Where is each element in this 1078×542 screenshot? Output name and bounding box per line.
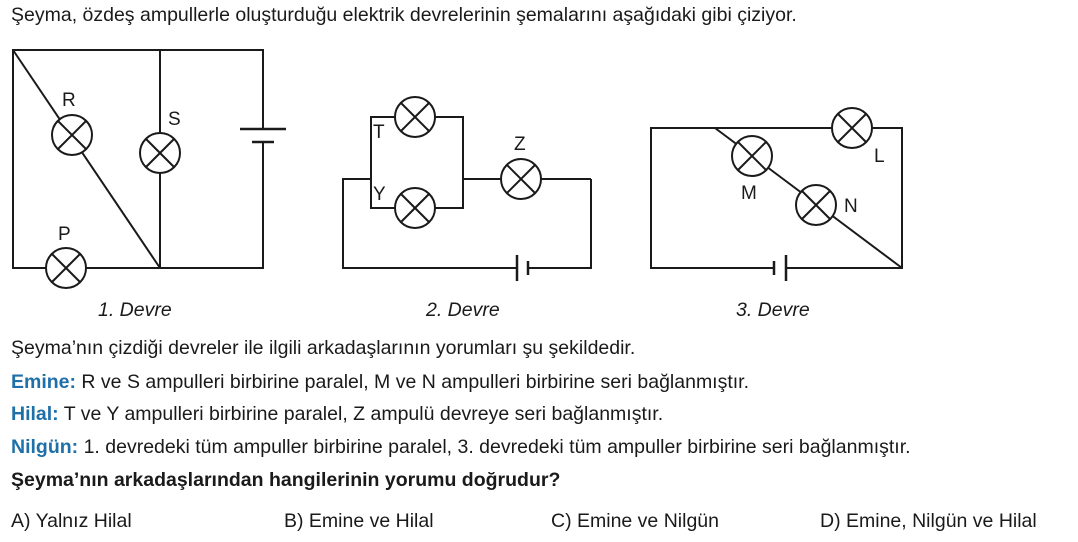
caption-circuit-1: 1. Devre — [98, 299, 172, 321]
label-z: Z — [514, 134, 526, 155]
speaker-name: Hilal: — [11, 403, 59, 425]
label-r: R — [62, 90, 76, 111]
bulb-p-icon — [46, 248, 86, 288]
bulb-s-icon — [140, 133, 180, 173]
comments-intro: Şeyma’nın çizdiği devreler ile ilgili arkadaşlarının yorumları şu şekildedir. — [11, 337, 636, 359]
label-m: M — [741, 183, 757, 204]
speaker-name: Nilgün: — [11, 436, 79, 458]
label-y: Y — [373, 184, 386, 205]
question-text: Şeyma’nın arkadaşlarından hangilerinin yorumu doğrudur? — [11, 469, 561, 491]
caption-circuit-2: 2. Devre — [426, 299, 500, 321]
speaker-name: Emine: — [11, 371, 77, 393]
label-t: T — [373, 122, 385, 143]
bulb-l-icon — [832, 108, 872, 148]
bulb-r-icon — [52, 115, 92, 155]
comment-hilal — [11, 403, 663, 426]
bulb-t-icon — [395, 97, 435, 137]
intro-text: Şeyma, özdeş ampullerle oluşturduğu elektrik devrelerinin şemalarını aşağıdaki gibi çiziyor. — [11, 4, 797, 26]
label-s: S — [168, 109, 181, 130]
bulb-m-icon — [732, 136, 772, 176]
label-l: L — [874, 146, 885, 167]
option-c[interactable]: C) Emine ve Nilgün — [551, 510, 719, 532]
option-b[interactable]: B) Emine ve Hilal — [284, 510, 434, 532]
option-a[interactable]: A) Yalnız Hilal — [11, 510, 132, 532]
bulb-y-icon — [395, 188, 435, 228]
comment-nilgun — [11, 436, 911, 459]
label-n: N — [844, 196, 858, 217]
comment-text: R ve S ampulleri birbirine paralel, M ve N ampulleri birbirine seri bağlanmıştır. — [76, 371, 750, 393]
label-p: P — [58, 224, 71, 245]
comment-text: T ve Y ampulleri birbirine paralel, Z ampulü devreye seri bağlanmıştır. — [58, 403, 664, 425]
bulb-z-icon — [501, 159, 541, 199]
caption-circuit-3: 3. Devre — [736, 299, 810, 321]
comment-emine — [11, 371, 749, 394]
comment-text: 1. devredeki tüm ampuller birbirine paralel, 3. devredeki tüm ampuller birbirine seri bağlanmıştır. — [78, 436, 911, 458]
option-d[interactable]: D) Emine, Nilgün ve Hilal — [820, 510, 1037, 532]
bulb-n-icon — [796, 185, 836, 225]
circuit-3 — [651, 128, 902, 281]
